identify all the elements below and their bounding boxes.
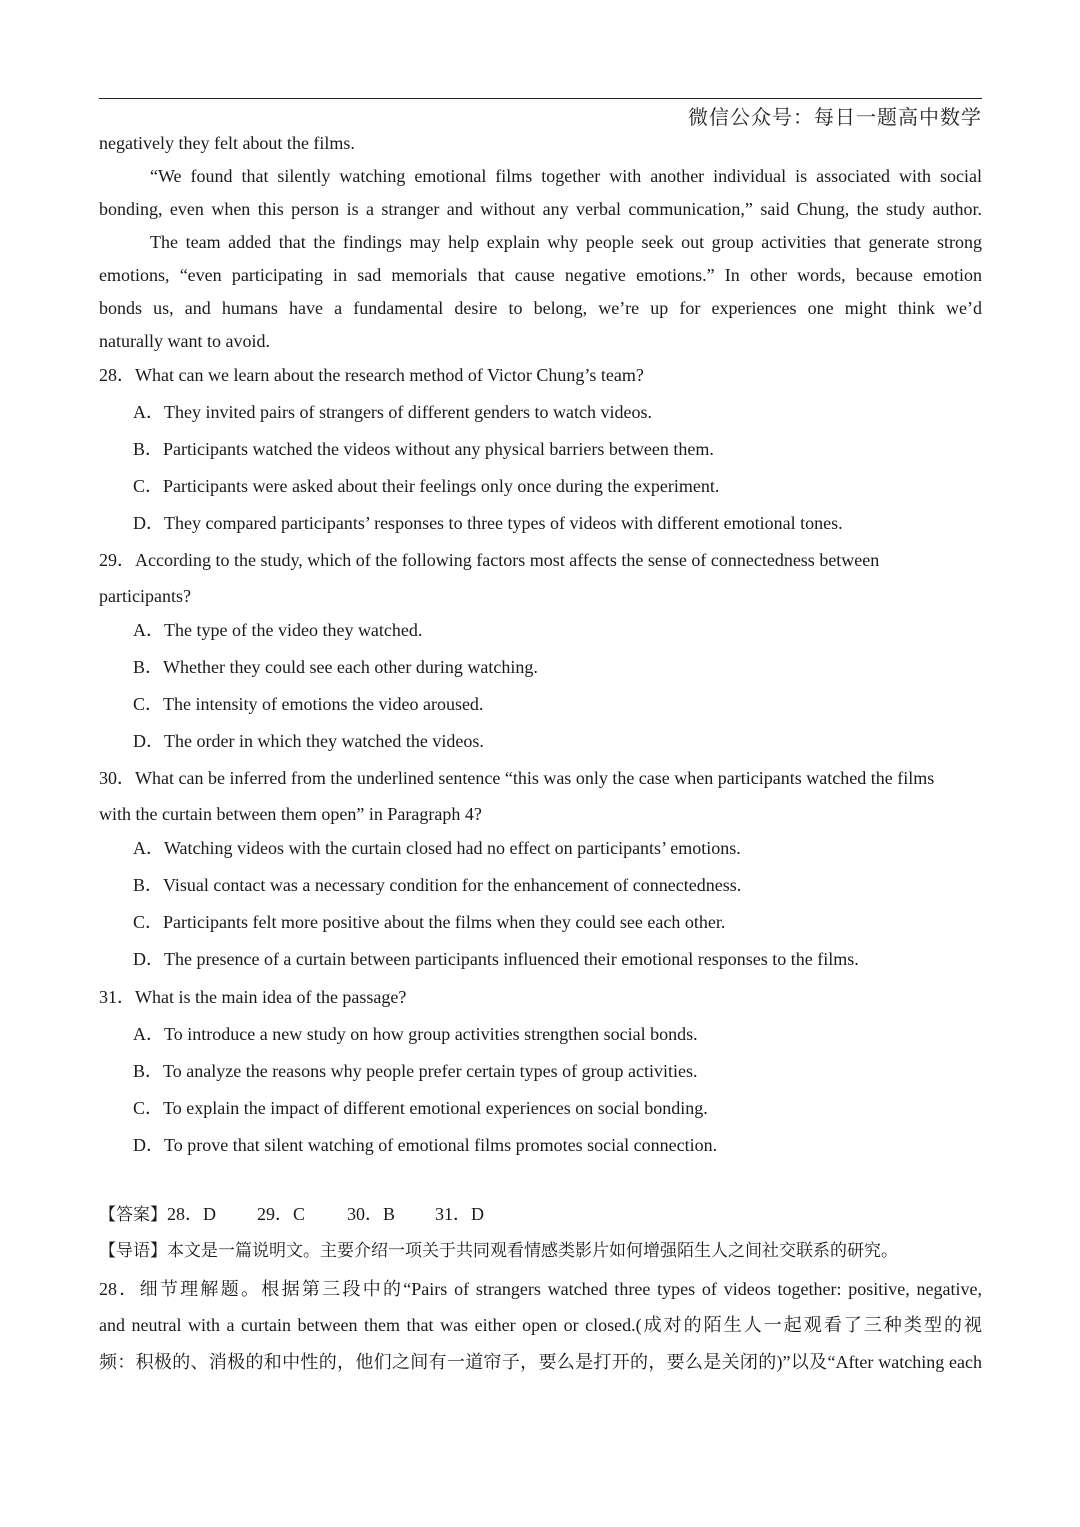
question-30-option-c: C．Participants felt more positive about the films when they could see each other.: [133, 912, 726, 932]
guide-line: 【导语】本文是一篇说明文。主要介绍一项关于共同观看情感类影片如何增强陌生人之间社交联系的研究。: [99, 1241, 898, 1261]
question-29-option-b: B．Whether they could see each other during watching.: [133, 657, 538, 677]
question-31-option-a: A．To introduce a new study on how group activities strengthen social bonds.: [133, 1024, 698, 1044]
header-rule: [99, 98, 982, 99]
question-30-option-a: A．Watching videos with the curtain closed had no effect on participants’ emotions.: [133, 838, 741, 858]
passage-line: bonds us, and humans have a fundamental desire to belong, we’re up for experiences one might think we’d: [99, 298, 982, 318]
answer-item: 28．D: [167, 1204, 216, 1224]
explanation-line: 28．细节理解题。根据第三段中的“Pairs of strangers watched three types of videos together: positive, negative,: [99, 1279, 982, 1299]
answer-item: 30．B: [347, 1204, 396, 1224]
answer-item: 29．C: [257, 1204, 306, 1224]
question-28-option-d: D．They compared participants’ responses to three types of videos with different emotional tones.: [133, 513, 843, 533]
answer-item: 31．D: [435, 1204, 484, 1224]
answer-key: [99, 1202, 982, 1227]
question-28-option-b: B．Participants watched the videos without any physical barriers between them.: [133, 439, 714, 459]
question-31-option-c: C．To explain the impact of different emotional experiences on social bonding.: [133, 1098, 708, 1118]
question-28-option-c: C．Participants were asked about their feelings only once during the experiment.: [133, 476, 720, 496]
passage-line: bonding, even when this person is a stranger and without any verbal communication,” said Chung, the study author.: [99, 199, 982, 219]
passage-line: naturally want to avoid.: [99, 331, 270, 351]
question-30-option-b: B．Visual contact was a necessary condition for the enhancement of connectedness.: [133, 875, 742, 895]
question-31-option-d: D．To prove that silent watching of emotional films promotes social connection.: [133, 1135, 718, 1155]
question-29-option-a: A．The type of the video they watched.: [133, 620, 423, 640]
question-29-stem: 29．According to the study, which of the following factors most affects the sense of connectedness between: [99, 550, 880, 570]
question-29-stem-cont: participants?: [99, 586, 191, 606]
question-30-stem-cont: with the curtain between them open” in Paragraph 4?: [99, 804, 482, 824]
passage-line: “We found that silently watching emotional films together with another individual is associated with social: [150, 166, 982, 186]
question-31-option-b: B．To analyze the reasons why people prefer certain types of group activities.: [133, 1061, 698, 1081]
question-28-stem: 28．What can we learn about the research method of Victor Chung’s team?: [99, 365, 644, 385]
passage-line: The team added that the findings may help explain why people seek out group activities that generate strong: [150, 232, 982, 252]
question-29-option-d: D．The order in which they watched the videos.: [133, 731, 484, 751]
passage-line: negatively they felt about the films.: [99, 133, 355, 153]
question-31-stem: 31．What is the main idea of the passage?: [99, 987, 407, 1007]
question-29-option-c: C．The intensity of emotions the video aroused.: [133, 694, 484, 714]
answer-label: 【答案】: [99, 1205, 167, 1225]
explanation-line: and neutral with a curtain between them that was either open or closed.(成对的陌生人一起观看了三种类型的视: [99, 1315, 982, 1335]
header-wechat-label: 微信公众号：每日一题高中数学: [688, 105, 982, 129]
explanation-line: 频：积极的、消极的和中性的，他们之间有一道帘子，要么是打开的，要么是关闭的)”以及“After watching each: [99, 1352, 982, 1372]
question-28-option-a: A．They invited pairs of strangers of different genders to watch videos.: [133, 402, 653, 422]
passage-line: emotions, “even participating in sad memorials that cause negative emotions.” In other words, because emotion: [99, 265, 982, 285]
question-30-stem: 30．What can be inferred from the underlined sentence “this was only the case when participants watched the films: [99, 768, 935, 788]
question-30-option-d: D．The presence of a curtain between participants influenced their emotional responses to the films.: [133, 949, 859, 969]
